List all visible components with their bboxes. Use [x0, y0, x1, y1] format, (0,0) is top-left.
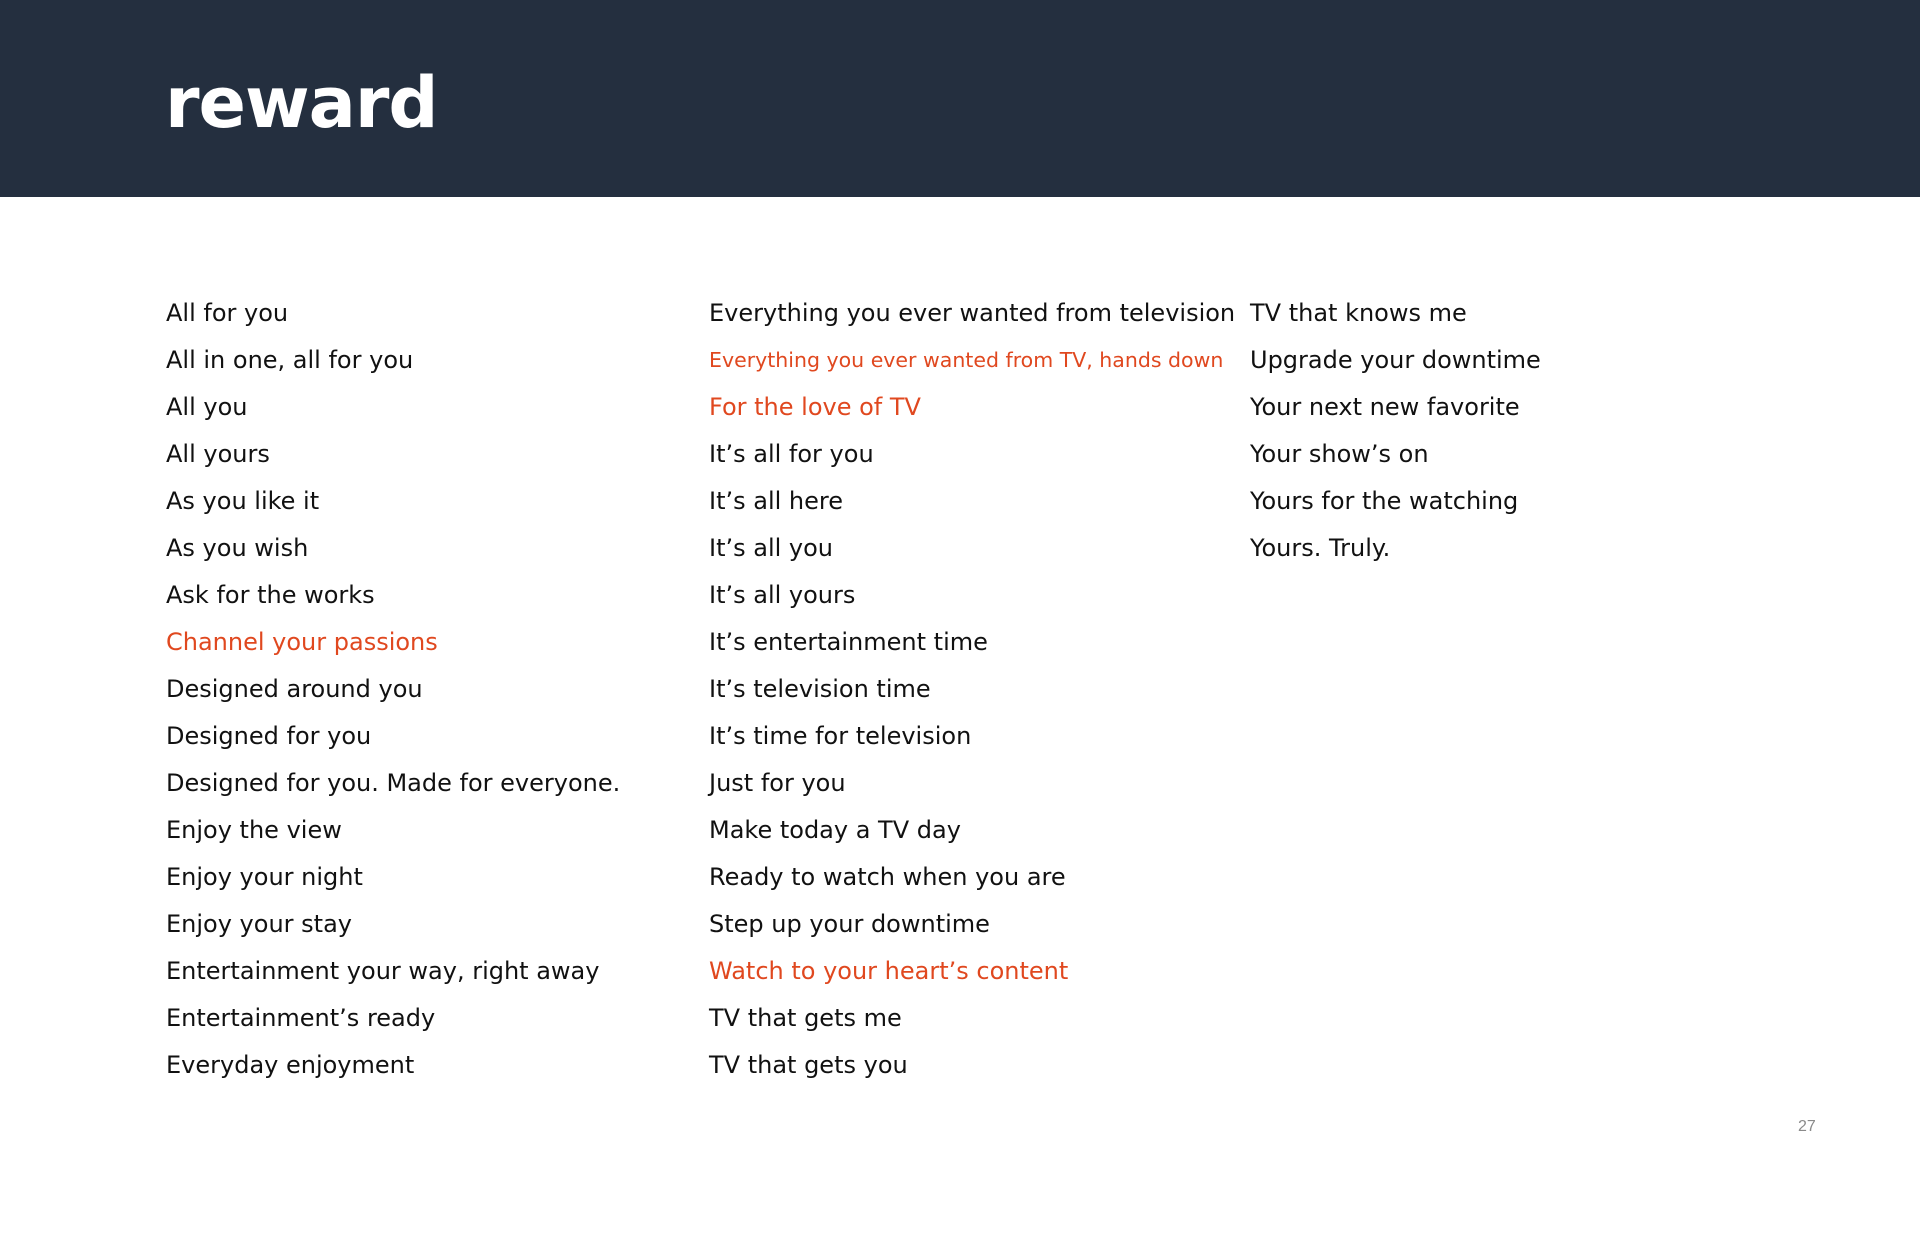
phrase-column-1	[166, 290, 686, 1089]
phrase-item: Enjoy the view	[166, 816, 342, 844]
phrase-item: Yours. Truly.	[1250, 534, 1391, 562]
page-title: reward	[165, 62, 438, 144]
phrase-item: Entertainment your way, right away	[166, 957, 600, 985]
phrase-item: Upgrade your downtime	[1250, 346, 1541, 374]
page-header	[0, 0, 1920, 197]
phrase-item: Everything you ever wanted from television	[709, 299, 1236, 327]
phrase-item: Designed for you	[166, 722, 372, 750]
phrase-item: Enjoy your night	[166, 863, 363, 891]
phrase-item: All you	[166, 393, 248, 421]
phrase-item: Your show’s on	[1250, 440, 1429, 468]
phrase-column-3	[1250, 290, 1770, 572]
phrase-item: Your next new favorite	[1250, 393, 1520, 421]
phrase-item: TV that gets you	[709, 1051, 908, 1079]
phrase-item: Ready to watch when you are	[709, 863, 1066, 891]
phrase-item: Everyday enjoyment	[166, 1051, 415, 1079]
phrase-item: As you wish	[166, 534, 309, 562]
phrase-item: It’s all here	[709, 487, 844, 515]
phrase-item: Just for you	[709, 769, 846, 797]
phrase-item: It’s television time	[709, 675, 931, 703]
page-number: 27	[1798, 1118, 1816, 1135]
phrase-item: All yours	[166, 440, 270, 468]
phrase-item: Step up your downtime	[709, 910, 990, 938]
phrase-item: Ask for the works	[166, 581, 375, 609]
phrase-item: It’s all for you	[709, 440, 874, 468]
phrase-item: Yours for the watching	[1250, 487, 1519, 515]
phrase-item: Entertainment’s ready	[166, 1004, 436, 1032]
phrase-item: It’s all yours	[709, 581, 856, 609]
phrase-item: Make today a TV day	[709, 816, 961, 844]
phrase-item-highlighted: Channel your passions	[166, 628, 438, 656]
phrase-item: Designed around you	[166, 675, 423, 703]
phrase-item: As you like it	[166, 487, 320, 515]
phrase-item: TV that gets me	[709, 1004, 902, 1032]
phrase-item: All in one, all for you	[166, 346, 414, 374]
phrase-item-highlighted: Everything you ever wanted from TV, hands down	[709, 348, 1224, 372]
phrase-item: It’s entertainment time	[709, 628, 988, 656]
phrase-item-highlighted: Watch to your heart’s content	[709, 957, 1069, 985]
phrase-item-highlighted: For the love of TV	[709, 393, 921, 421]
phrase-item: It’s all you	[709, 534, 834, 562]
phrase-item: Enjoy your stay	[166, 910, 352, 938]
phrase-item: It’s time for television	[709, 722, 972, 750]
phrase-item: Designed for you. Made for everyone.	[166, 769, 621, 797]
phrase-item: All for you	[166, 299, 289, 327]
phrase-column-2	[709, 290, 1236, 1089]
phrase-item: TV that knows me	[1250, 299, 1467, 327]
